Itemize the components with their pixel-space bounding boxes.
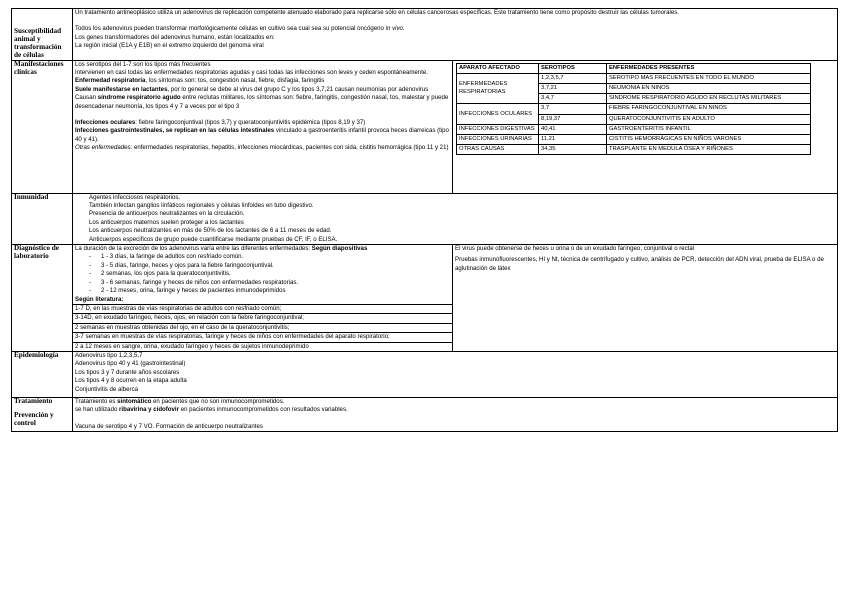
cell-manifestaciones-text: Los serotipos del 1-7 son los tipos más frecuentes Intervienen en casi todas las enfermedades respiratorias agudas y casi todas las infecciones son leves y ceden espontáneamente. Enfermedad respiratoria, los síntomas son: tos, congestión nasal, fiebre, disfagia, faringitis Suele manifestarse en lactantes, por lo general se debe al virus del grupo C y los tipos 3,7,21 causan neumonías por adenovirus Causan síndrome respiratorio agudo entre reclutas militares, los síntomas son: fiebre, faringitis, congestión nasal, tos, malestar y puede desencadenar neumonía, los tipos 4 y 7 a veces por el tipo 3 Infecciones oculares: fiebre faringoconjuntival (tipos 3,7) y queratoconjuntivitis epidémica (tipos 8,19 y 37) Infecciones gastrointestinales, se replican en las células intestinales vinculado a gastroenteritis infantil provoca heces diarreicas (tipo 40 y 41). Otras enfermedades: enfermedades respiratorias, hepatitis, infecciones miocárdicas, pacientes con sida, cistitis hemorrágica (tipo 11 y 21) — [73, 60, 453, 193]
label-manifestaciones: Manifestaciones clínicas — [12, 60, 73, 193]
cell-tratamiento: Tratamiento es sintomático en pacientes que no son inmunocomprometidos. se han utilizado ribavirina y cidofovir en pacientes inmunocomprometidos con resultados variables. Vacuna de serotipo 4 y 7 VO. Formación de anticuerpo neutralizantes — [73, 397, 838, 431]
row-tratamiento — [12, 397, 838, 431]
row-manifestaciones — [12, 60, 838, 193]
content-table — [11, 8, 838, 432]
cell-inmunidad: Agentes infecciosos respiratorios. También infectan ganglios linfáticos regionales y células linfoides en tubo digestivo. Presencia de anticuerpos neutralizantes en la circulación. Los anticuerpos maternos suelen proteger a los lactantes Los anticuerpos neutralizantes en más de 50% de los lactantes de 6 a 11 meses de edad. Anticuerpos específicos de grupo puede cuantificarse mediante pruebas de CF, IF, o ELISA. — [73, 193, 838, 244]
serotipos-header: APARATO AFECTADO SEROTIPOS ENFERMEDADES PRESENTES — [457, 63, 811, 73]
row-epidemiologia — [12, 351, 838, 397]
label-diagnostico: Diagnóstico de laboratorio — [12, 245, 73, 352]
label-inmunidad: Inmunidad — [12, 193, 73, 244]
text-transform: Todos los adenovirus pueden transformar morfológicamente células en cultivo sea cual sea su potencial oncógeno in vivo. — [75, 25, 405, 33]
label-tratamiento: Tratamiento Prevención y control — [12, 397, 73, 431]
cell-diagnostico-right: El virus puede obtenerse de heces u orina o de un exudado faríngeo, conjuntival o rectal Pruebas inmunofluorescentes, HI y Nt, técnica de centrifugado y cultivo, análisis de PCR, detección del ADN viral, prueba de ELISA o de aglutinación de látex — [453, 245, 838, 352]
text-genes: Los genes transformadores del adenovirus humano, están localizados en: — [75, 33, 275, 41]
row-inmunidad — [12, 193, 838, 244]
text-region: La región inicial (E1A y E1B) en el extremo izquierdo del genoma viral — [75, 42, 264, 50]
row-susceptibilidad — [12, 9, 838, 61]
serotipos-table: APARATO AFECTADO SEROTIPOS ENFERMEDADES PRESENTES ENFERMEDADES RESPIRATORIAS 1,2,3,5,7 SEROTIPO MAS FRECUENTES EN TODO EL MUNDO 3,7,21 NEUMONIA EN NINOS 3,4,7 SINDROME RESPIRATORIO AGUDO EN RECLUTAS MILITARES INFECCIONES OCULARES 3,7 FIEBRE FARINGOCONJUNTIVAL EN NINOS 8,19,37 QUERATOCONJUNTIVITIS EN ADULTO INFECCIONES DIGESTIVAS 40,41 GASTROENTERITIS INFANTIL INFECCIONES URINARIAS 11,21 CISTITIS HEMORRÁGICAS EN NIÑOS VARONES OTRAS CAUSAS 34,35 TRASPLANTE EN MEDULA ÓSEA Y RIÑONES — [456, 63, 811, 156]
text-intro: Un tratamiento antineoplásico utiliza un adenovirus de replicación competente atenuado elaborado para replicarse sólo en células cancerosas específicas. Este tratamiento tiene como propósito destruir las células tumorales. — [75, 9, 679, 16]
row-diagnostico — [12, 245, 838, 352]
label-susceptibilidad: Susceptibilidad animal y transformación de células — [12, 9, 73, 61]
cell-serotipos-table — [453, 60, 838, 193]
cell-epidemiologia: Adenovirus tipo 1,2,3,5,7 Adenovirus tipo 40 y 41 (gastrointestinal) Los tipos 3 y 7 durante años escolares Los tipos 4 y 8 ocurren en la etapa adulta Conjuntivitis de alberca — [73, 351, 838, 397]
label-epidemiologia: Epidemiología — [12, 351, 73, 397]
cell-diagnostico-left: La duración de la excreción de los adenovirus varía entre las diferentes enfermedades: Según diapositivas - 1 - 3 días, la faringe de adultos con resfriado común. - 3 - 5 días, faringe, heces y ojos para la fiebre faringoconjuntival. - 2 semanas, los ojos para la queratoconjuntivitis. - 3 - 6 semanas, faringe y heces de niños con enfermedades respiratorias. - 2 - 12 meses, orina, faringe y heces de pacientes inmunodeprimidos Según literatura: 1-7 D, en las muestras de vías respiratorias de adultos con resfriado común; 3-14D, en exudado faríngeo, heces, ojos, en relación con la fiebre faringoconjuntival; 2 semanas en muestras obtenidas del ojo, en el caso de la queratoconjuntivitis; 3-7 semanas en muestras de vías respiratorias, faringe y heces de niños con enfermedades del aparato respiratorio; 2 a 12 meses en sangre, orina, exudado faríngeo y heces de sujetos inmunodeprimido — [73, 245, 453, 352]
cell-susceptibilidad — [73, 9, 838, 61]
